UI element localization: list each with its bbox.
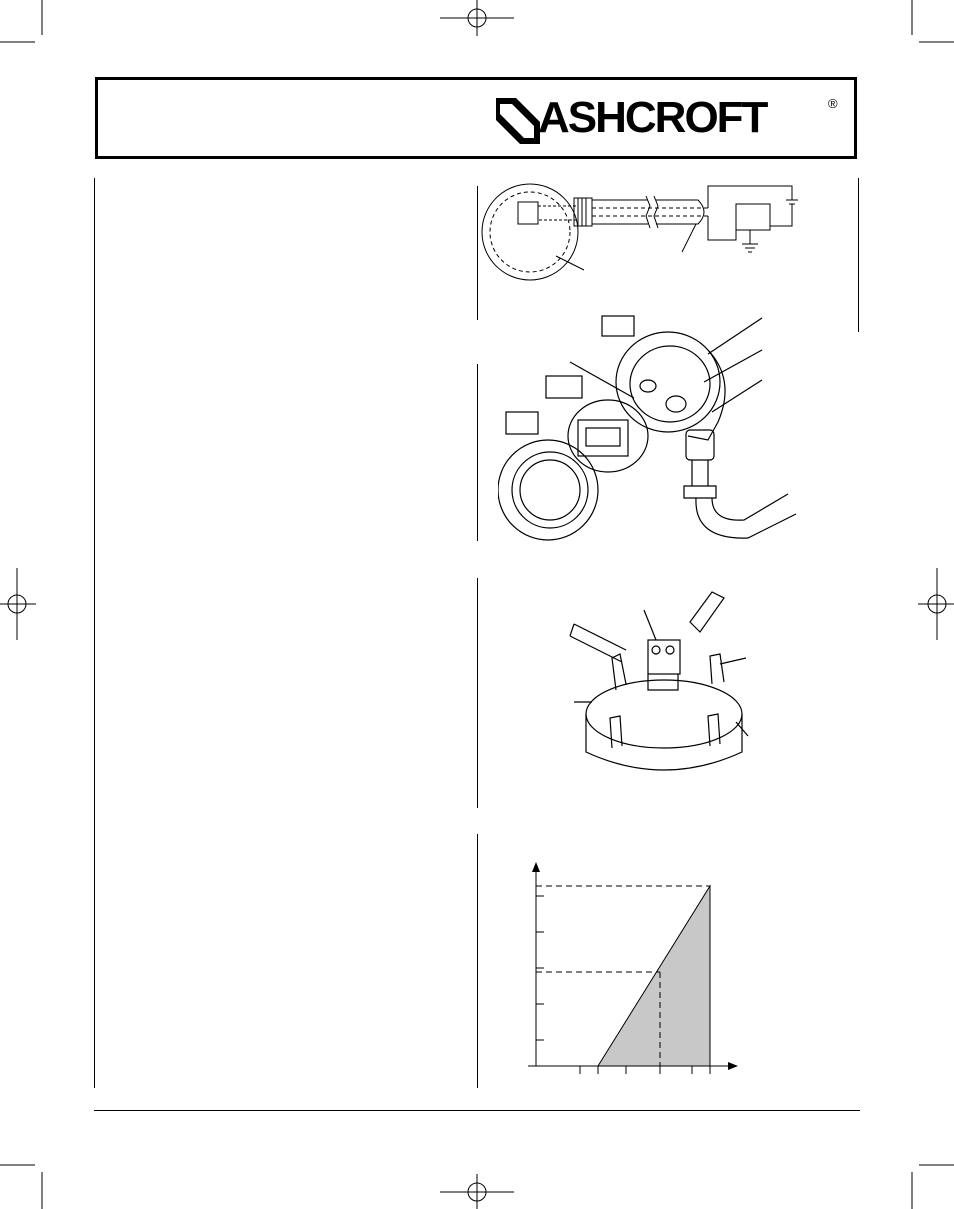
wiring-diagram (478, 180, 808, 290)
housing-exploded-view (498, 310, 798, 550)
divider-rule-3 (477, 578, 478, 808)
output-range-chart (478, 830, 858, 1090)
right-margin-rule (858, 178, 859, 332)
footer-rule (94, 1110, 860, 1111)
chart-y-axis-arrow (532, 862, 540, 872)
brand-name: ASHCROFT (538, 93, 767, 142)
header-box (95, 77, 857, 159)
registered-mark: ® (828, 96, 838, 111)
ashcroft-logo-mark-icon (496, 98, 540, 144)
chart-area-fill (598, 886, 710, 1066)
divider-rule-2 (477, 364, 478, 541)
chart-x-axis-arrow (728, 1062, 738, 1070)
left-margin-rule (94, 178, 95, 1088)
terminal-block-illustration (560, 584, 760, 784)
